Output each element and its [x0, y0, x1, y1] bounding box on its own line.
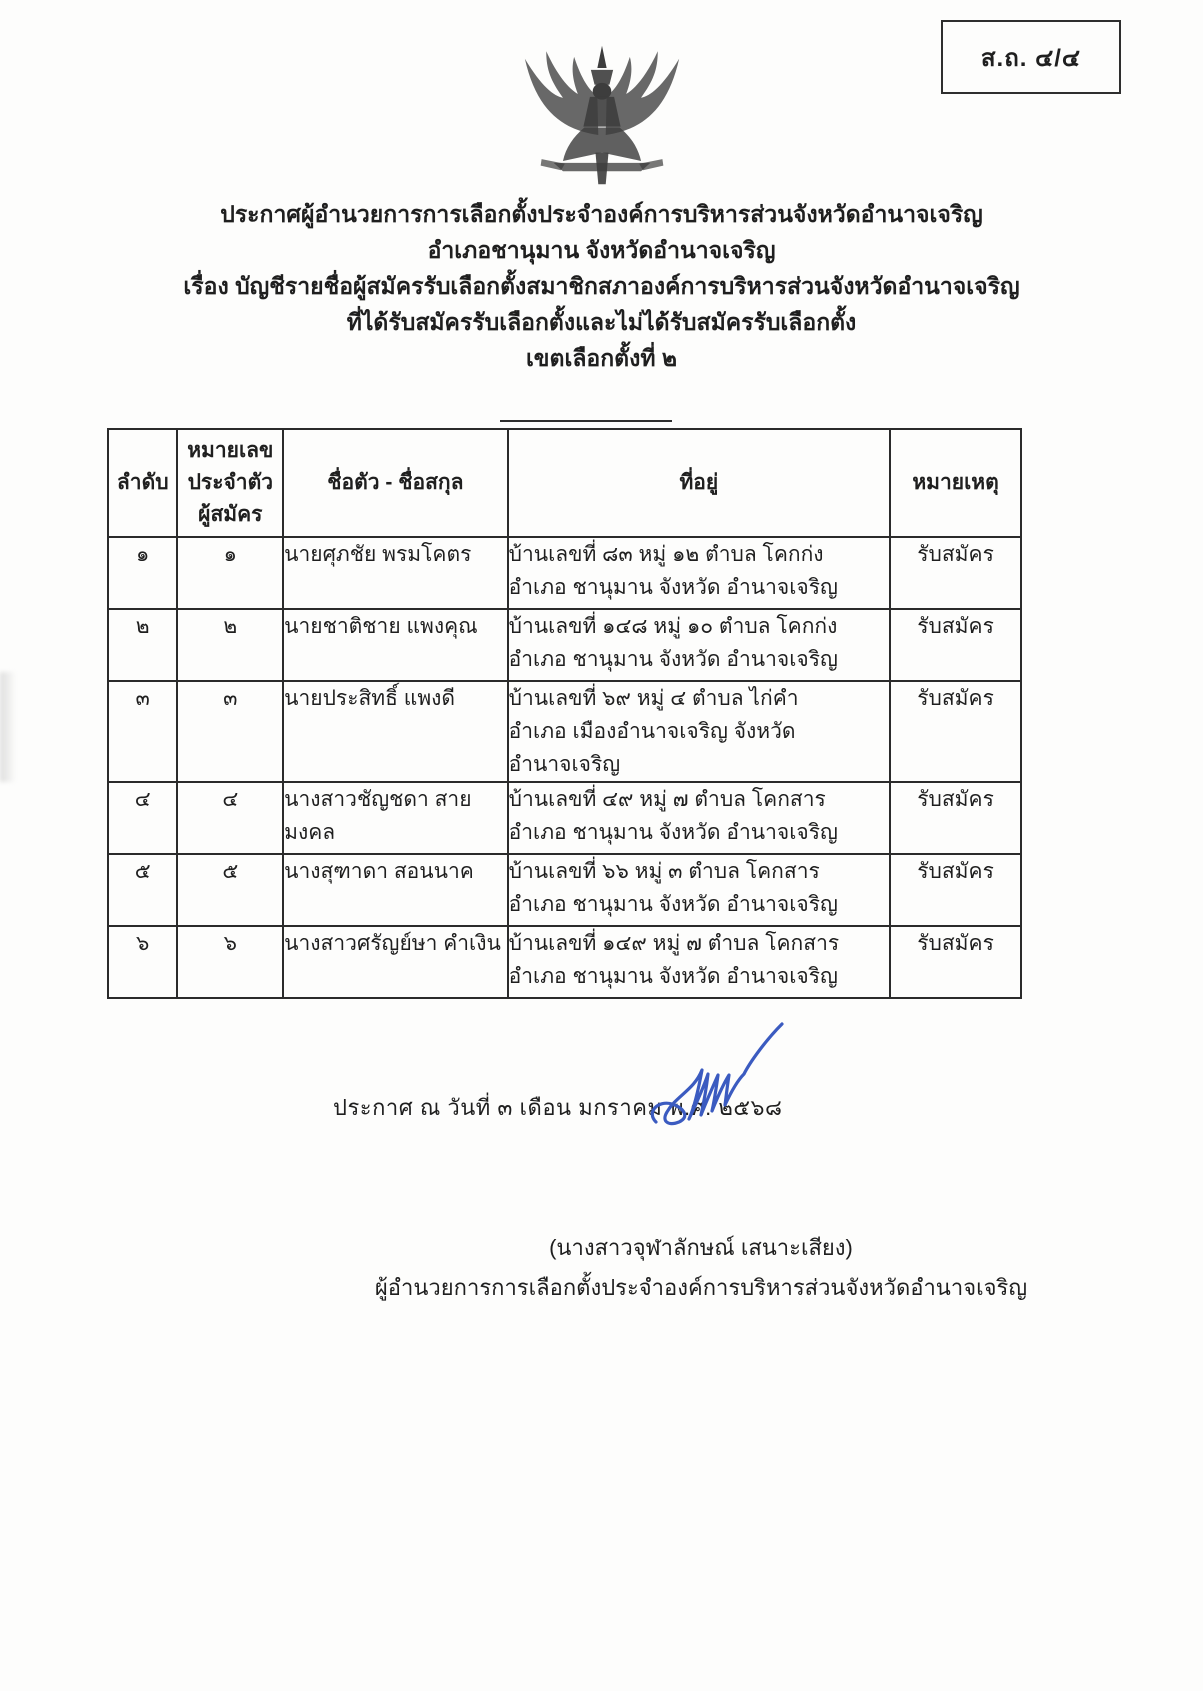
announcement-date: ประกาศ ณ วันที่ ๓ เดือน มกราคม พ.ศ. ๒๕๖๘ — [333, 1095, 783, 1120]
table-header-row — [108, 429, 1021, 537]
address-line2: อำเภอ ชานุมาน จังหวัด อำนาจเจริญ — [508, 648, 838, 671]
cell-address — [508, 782, 891, 854]
header-candidate-number-line1: หมายเลข — [187, 439, 274, 462]
signer-block — [351, 1228, 1051, 1308]
table-row — [108, 782, 1021, 854]
cell-address — [508, 926, 891, 998]
address-line1: บ้านเลขที่ ๔๙ หมู่ ๗ ตำบล โคกสาร — [508, 788, 826, 811]
cell-no: ๓ — [108, 681, 177, 782]
cell-no: ๕ — [108, 854, 177, 926]
title-divider — [500, 420, 672, 422]
header-candidate-number-line2: ประจำตัว — [187, 471, 273, 494]
cell-name: นางสุฑาดา สอนนาค — [283, 854, 507, 926]
cell-no: ๒ — [108, 609, 177, 681]
cell-address — [508, 854, 891, 926]
signature-ink — [648, 1022, 798, 1142]
header-candidate-number-line3: ผู้สมัคร — [198, 503, 263, 526]
title-line-1: ประกาศผู้อำนวยการการเลือกตั้งประจำองค์การบริหารส่วนจังหวัดอำนาจเจริญ — [220, 201, 983, 227]
table-row — [108, 681, 1021, 782]
title-line-2: อำเภอชานุมาน จังหวัดอำนาจเจริญ — [427, 237, 776, 263]
cell-remark: รับสมัคร — [890, 782, 1021, 854]
cell-name: นางสาวศรัญย์ษา คำเงิน — [283, 926, 507, 998]
cell-remark: รับสมัคร — [890, 537, 1021, 609]
header-candidate-number — [177, 429, 283, 537]
candidate-table — [107, 428, 1022, 999]
address-line2: อำเภอ ชานุมาน จังหวัด อำนาจเจริญ — [508, 576, 838, 599]
address-line1: บ้านเลขที่ ๖๙ หมู่ ๔ ตำบล ไก่คำ — [508, 687, 799, 710]
title-line-3: เรื่อง บัญชีรายชื่อผู้สมัครรับเลือกตั้งสมาชิกสภาองค์การบริหารส่วนจังหวัดอำนาจเจริญ — [183, 273, 1020, 299]
cell-no: ๖ — [108, 926, 177, 998]
cell-number: ๖ — [177, 926, 283, 998]
cell-address — [508, 609, 891, 681]
cell-name: นายประสิทธิ์ แพงดี — [283, 681, 507, 782]
cell-number: ๕ — [177, 854, 283, 926]
cell-address — [508, 537, 891, 609]
title-line-5: เขตเลือกตั้งที่ ๒ — [525, 345, 678, 371]
cell-number: ๑ — [177, 537, 283, 609]
address-line2: อำเภอ ชานุมาน จังหวัด อำนาจเจริญ — [508, 821, 838, 844]
address-line2: อำเภอ ชานุมาน จังหวัด อำนาจเจริญ — [508, 893, 838, 916]
table-row — [108, 854, 1021, 926]
cell-no: ๔ — [108, 782, 177, 854]
address-line1: บ้านเลขที่ ๑๔๙ หมู่ ๗ ตำบล โคกสาร — [508, 932, 840, 955]
header-address: ที่อยู่ — [508, 429, 891, 537]
document-title — [0, 196, 1203, 376]
address-line2: อำเภอ เมืองอำนาจเจริญ จังหวัด อำนาจเจริญ — [508, 720, 796, 776]
header-no: ลำดับ — [108, 429, 177, 537]
cell-number: ๓ — [177, 681, 283, 782]
cell-number: ๔ — [177, 782, 283, 854]
cell-number: ๒ — [177, 609, 283, 681]
form-code-box — [941, 20, 1121, 94]
address-line1: บ้านเลขที่ ๑๔๘ หมู่ ๑๐ ตำบล โคกก่ง — [508, 615, 838, 638]
cell-name: นายชาติชาย แพงคุณ — [283, 609, 507, 681]
scan-artifact — [0, 672, 16, 782]
signer-title: ผู้อำนวยการการเลือกตั้งประจำองค์การบริหารส่วนจังหวัดอำนาจเจริญ — [374, 1275, 1028, 1300]
cell-remark: รับสมัคร — [890, 681, 1021, 782]
cell-remark: รับสมัคร — [890, 926, 1021, 998]
table-row — [108, 609, 1021, 681]
form-code: ส.ถ. ๔/๔ — [980, 44, 1082, 72]
signer-name: (นางสาวจุฬาลักษณ์ เสนาะเสียง) — [549, 1235, 853, 1260]
address-line2: อำเภอ ชานุมาน จังหวัด อำนาจเจริญ — [508, 965, 838, 988]
cell-name: นางสาวชัญชดา สายมงคล — [283, 782, 507, 854]
cell-no: ๑ — [108, 537, 177, 609]
address-line1: บ้านเลขที่ ๖๖ หมู่ ๓ ตำบล โคกสาร — [508, 860, 820, 883]
table-row — [108, 537, 1021, 609]
table-row — [108, 926, 1021, 998]
header-name: ชื่อตัว - ชื่อสกุล — [283, 429, 507, 537]
cell-remark: รับสมัคร — [890, 609, 1021, 681]
header-remark: หมายเหตุ — [890, 429, 1021, 537]
garuda-emblem-icon — [492, 42, 712, 200]
cell-name: นายศุภชัย พรมโคตร — [283, 537, 507, 609]
cell-remark: รับสมัคร — [890, 854, 1021, 926]
cell-address — [508, 681, 891, 782]
address-line1: บ้านเลขที่ ๘๓ หมู่ ๑๒ ตำบล โคกก่ง — [508, 543, 824, 566]
title-line-4: ที่ได้รับสมัครรับเลือกตั้งและไม่ได้รับสมัครรับเลือกตั้ง — [346, 309, 857, 335]
